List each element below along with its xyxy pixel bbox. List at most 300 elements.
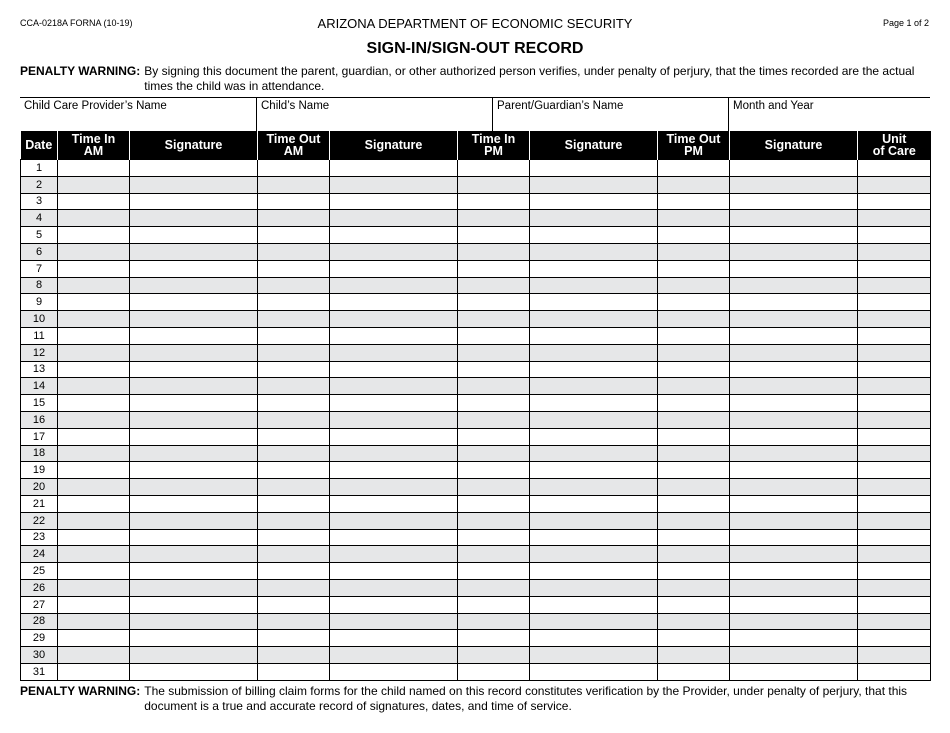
- signature-cell[interactable]: [130, 579, 258, 596]
- time-in-am-cell[interactable]: [58, 613, 130, 630]
- time-out-pm-cell[interactable]: [658, 176, 730, 193]
- unit-of-care-cell[interactable]: [858, 294, 931, 311]
- time-out-am-cell[interactable]: [258, 428, 330, 445]
- signature-cell[interactable]: [530, 411, 658, 428]
- time-in-pm-cell[interactable]: [458, 579, 530, 596]
- date-cell: 28: [21, 613, 58, 630]
- time-in-am-cell[interactable]: [58, 327, 130, 344]
- time-out-pm-cell[interactable]: [658, 428, 730, 445]
- table-row: [21, 512, 931, 529]
- time-in-pm-cell[interactable]: [458, 596, 530, 613]
- signature-cell[interactable]: [730, 579, 858, 596]
- time-in-pm-cell[interactable]: [458, 210, 530, 227]
- time-in-pm-cell[interactable]: [458, 445, 530, 462]
- signature-cell[interactable]: [130, 596, 258, 613]
- time-out-am-cell[interactable]: [258, 529, 330, 546]
- time-out-pm-cell[interactable]: [658, 243, 730, 260]
- signature-cell[interactable]: [330, 344, 458, 361]
- signature-cell[interactable]: [730, 596, 858, 613]
- time-out-am-cell[interactable]: [258, 395, 330, 412]
- time-out-pm-cell[interactable]: [658, 596, 730, 613]
- unit-of-care-cell[interactable]: [858, 311, 931, 328]
- signature-cell[interactable]: [530, 428, 658, 445]
- signature-cell[interactable]: [130, 479, 258, 496]
- time-out-pm-cell[interactable]: [658, 411, 730, 428]
- unit-of-care-cell[interactable]: [858, 596, 931, 613]
- time-in-am-cell[interactable]: [58, 378, 130, 395]
- time-out-am-cell[interactable]: [258, 546, 330, 563]
- signature-cell[interactable]: [130, 462, 258, 479]
- time-out-am-cell[interactable]: [258, 210, 330, 227]
- time-out-pm-cell[interactable]: [658, 277, 730, 294]
- unit-of-care-cell[interactable]: [858, 647, 931, 664]
- unit-of-care-cell[interactable]: [858, 613, 931, 630]
- time-in-am-cell[interactable]: [58, 243, 130, 260]
- time-out-pm-cell[interactable]: [658, 495, 730, 512]
- signature-cell[interactable]: [330, 546, 458, 563]
- signature-cell[interactable]: [730, 563, 858, 580]
- time-in-pm-cell[interactable]: [458, 160, 530, 177]
- signature-cell[interactable]: [330, 311, 458, 328]
- signature-cell[interactable]: [730, 647, 858, 664]
- signature-cell[interactable]: [330, 529, 458, 546]
- signature-cell[interactable]: [730, 176, 858, 193]
- time-out-pm-cell[interactable]: [658, 294, 730, 311]
- signature-cell[interactable]: [530, 294, 658, 311]
- signature-cell[interactable]: [530, 630, 658, 647]
- time-out-am-cell[interactable]: [258, 630, 330, 647]
- date-cell: 10: [21, 311, 58, 328]
- time-in-pm-cell[interactable]: [458, 647, 530, 664]
- signature-cell[interactable]: [330, 495, 458, 512]
- signature-cell[interactable]: [730, 277, 858, 294]
- signature-cell[interactable]: [330, 243, 458, 260]
- time-in-pm-cell[interactable]: [458, 193, 530, 210]
- time-in-am-cell[interactable]: [58, 512, 130, 529]
- signature-cell[interactable]: [530, 260, 658, 277]
- form-code: CCA-0218A FORNA (10-19): [20, 18, 133, 28]
- time-in-pm-cell[interactable]: [458, 613, 530, 630]
- time-in-am-cell[interactable]: [58, 176, 130, 193]
- time-in-am-cell[interactable]: [58, 210, 130, 227]
- signature-cell[interactable]: [730, 479, 858, 496]
- time-out-pm-cell[interactable]: [658, 479, 730, 496]
- time-out-am-cell[interactable]: [258, 160, 330, 177]
- signature-cell[interactable]: [130, 663, 258, 680]
- month-year-field[interactable]: Month and Year: [728, 98, 930, 132]
- signature-cell[interactable]: [130, 411, 258, 428]
- time-out-pm-cell[interactable]: [658, 529, 730, 546]
- signature-cell[interactable]: [730, 495, 858, 512]
- signature-cell[interactable]: [330, 647, 458, 664]
- date-cell: 1: [21, 160, 58, 177]
- time-out-am-cell[interactable]: [258, 663, 330, 680]
- time-in-am-cell[interactable]: [58, 227, 130, 244]
- signature-cell[interactable]: [530, 546, 658, 563]
- time-out-pm-cell[interactable]: [658, 462, 730, 479]
- column-header-unit-of-care: [858, 131, 931, 160]
- time-out-am-cell[interactable]: [258, 227, 330, 244]
- signature-cell[interactable]: [330, 479, 458, 496]
- signature-cell[interactable]: [130, 512, 258, 529]
- unit-of-care-cell[interactable]: [858, 495, 931, 512]
- signature-cell[interactable]: [130, 378, 258, 395]
- time-in-am-cell[interactable]: [58, 563, 130, 580]
- signature-cell[interactable]: [530, 160, 658, 177]
- unit-of-care-cell[interactable]: [858, 193, 931, 210]
- time-in-pm-cell[interactable]: [458, 260, 530, 277]
- signature-cell[interactable]: [530, 277, 658, 294]
- time-in-pm-cell[interactable]: [458, 344, 530, 361]
- signature-cell[interactable]: [530, 344, 658, 361]
- table-row: [21, 176, 931, 193]
- time-out-pm-cell[interactable]: [658, 227, 730, 244]
- signature-cell[interactable]: [530, 512, 658, 529]
- signature-cell[interactable]: [730, 512, 858, 529]
- signature-cell[interactable]: [730, 378, 858, 395]
- time-in-am-cell[interactable]: [58, 462, 130, 479]
- signature-cell[interactable]: [730, 344, 858, 361]
- time-out-pm-cell[interactable]: [658, 445, 730, 462]
- time-out-pm-cell[interactable]: [658, 663, 730, 680]
- unit-of-care-cell[interactable]: [858, 378, 931, 395]
- unit-of-care-cell[interactable]: [858, 327, 931, 344]
- time-out-pm-cell[interactable]: [658, 563, 730, 580]
- time-in-am-cell[interactable]: [58, 277, 130, 294]
- time-in-am-cell[interactable]: [58, 411, 130, 428]
- signature-cell[interactable]: [130, 647, 258, 664]
- signature-cell[interactable]: [530, 596, 658, 613]
- signature-cell[interactable]: [330, 260, 458, 277]
- unit-of-care-cell[interactable]: [858, 479, 931, 496]
- time-out-am-cell[interactable]: [258, 260, 330, 277]
- unit-of-care-cell[interactable]: [858, 361, 931, 378]
- signature-cell[interactable]: [130, 546, 258, 563]
- signature-cell[interactable]: [530, 210, 658, 227]
- signature-cell[interactable]: [130, 613, 258, 630]
- time-out-am-cell[interactable]: [258, 563, 330, 580]
- unit-of-care-cell[interactable]: [858, 344, 931, 361]
- signature-cell[interactable]: [330, 428, 458, 445]
- time-in-pm-cell[interactable]: [458, 512, 530, 529]
- time-in-pm-cell[interactable]: [458, 563, 530, 580]
- column-header-signature: [530, 131, 658, 160]
- time-out-pm-cell[interactable]: [658, 647, 730, 664]
- signature-cell[interactable]: [330, 579, 458, 596]
- signature-cell[interactable]: [130, 210, 258, 227]
- signature-cell[interactable]: [530, 663, 658, 680]
- signature-cell[interactable]: [730, 445, 858, 462]
- time-in-am-cell[interactable]: [58, 579, 130, 596]
- time-out-pm-cell[interactable]: [658, 512, 730, 529]
- signature-cell[interactable]: [130, 428, 258, 445]
- time-out-am-cell[interactable]: [258, 579, 330, 596]
- time-out-pm-cell[interactable]: [658, 395, 730, 412]
- time-out-am-cell[interactable]: [258, 596, 330, 613]
- time-out-am-cell[interactable]: [258, 613, 330, 630]
- signature-cell[interactable]: [330, 445, 458, 462]
- unit-of-care-cell[interactable]: [858, 428, 931, 445]
- signature-cell[interactable]: [530, 529, 658, 546]
- time-in-am-cell[interactable]: [58, 647, 130, 664]
- signature-cell[interactable]: [530, 227, 658, 244]
- signature-cell[interactable]: [330, 160, 458, 177]
- signature-cell[interactable]: [730, 227, 858, 244]
- signature-cell[interactable]: [530, 311, 658, 328]
- time-in-pm-cell[interactable]: [458, 227, 530, 244]
- signature-cell[interactable]: [330, 563, 458, 580]
- signature-cell[interactable]: [530, 243, 658, 260]
- unit-of-care-cell[interactable]: [858, 445, 931, 462]
- signature-cell[interactable]: [130, 630, 258, 647]
- signature-cell[interactable]: [330, 395, 458, 412]
- time-in-pm-cell[interactable]: [458, 630, 530, 647]
- date-cell: 19: [21, 462, 58, 479]
- signature-cell[interactable]: [130, 193, 258, 210]
- signature-cell[interactable]: [130, 361, 258, 378]
- signature-cell[interactable]: [730, 462, 858, 479]
- time-out-pm-cell[interactable]: [658, 361, 730, 378]
- unit-of-care-cell[interactable]: [858, 462, 931, 479]
- time-in-pm-cell[interactable]: [458, 327, 530, 344]
- unit-of-care-cell[interactable]: [858, 563, 931, 580]
- signature-cell[interactable]: [130, 277, 258, 294]
- time-in-pm-cell[interactable]: [458, 428, 530, 445]
- signature-cell[interactable]: [130, 176, 258, 193]
- signature-cell[interactable]: [130, 160, 258, 177]
- signature-cell[interactable]: [730, 193, 858, 210]
- unit-of-care-cell[interactable]: [858, 579, 931, 596]
- signature-cell[interactable]: [330, 294, 458, 311]
- time-out-pm-cell[interactable]: [658, 546, 730, 563]
- signature-cell[interactable]: [330, 630, 458, 647]
- signature-cell[interactable]: [730, 260, 858, 277]
- time-out-pm-cell[interactable]: [658, 630, 730, 647]
- column-header-signature: [130, 131, 258, 160]
- signature-cell[interactable]: [530, 176, 658, 193]
- time-out-am-cell[interactable]: [258, 277, 330, 294]
- signature-cell[interactable]: [730, 327, 858, 344]
- unit-of-care-cell[interactable]: [858, 529, 931, 546]
- signature-cell[interactable]: [730, 428, 858, 445]
- signature-cell[interactable]: [730, 395, 858, 412]
- time-out-am-cell[interactable]: [258, 176, 330, 193]
- unit-of-care-cell[interactable]: [858, 630, 931, 647]
- date-cell: 25: [21, 563, 58, 580]
- penalty-warning-top: [20, 64, 930, 93]
- signature-cell[interactable]: [330, 378, 458, 395]
- time-in-pm-cell[interactable]: [458, 663, 530, 680]
- unit-of-care-cell[interactable]: [858, 210, 931, 227]
- time-out-am-cell[interactable]: [258, 378, 330, 395]
- signature-cell[interactable]: [730, 663, 858, 680]
- signature-cell[interactable]: [130, 529, 258, 546]
- signature-cell[interactable]: [730, 613, 858, 630]
- time-out-am-cell[interactable]: [258, 327, 330, 344]
- time-in-am-cell[interactable]: [58, 294, 130, 311]
- signature-cell[interactable]: [530, 378, 658, 395]
- time-in-pm-cell[interactable]: [458, 378, 530, 395]
- time-in-am-cell[interactable]: [58, 663, 130, 680]
- signature-cell[interactable]: [530, 613, 658, 630]
- time-in-pm-cell[interactable]: [458, 361, 530, 378]
- signature-cell[interactable]: [530, 579, 658, 596]
- time-in-am-cell[interactable]: [58, 445, 130, 462]
- signature-cell[interactable]: [730, 210, 858, 227]
- time-in-am-cell[interactable]: [58, 479, 130, 496]
- unit-of-care-cell[interactable]: [858, 227, 931, 244]
- penalty-warning-label: PENALTY WARNING:: [20, 684, 141, 698]
- signature-cell[interactable]: [130, 563, 258, 580]
- time-in-am-cell[interactable]: [58, 428, 130, 445]
- provider-name-field[interactable]: Child Care Provider’s Name: [24, 100, 167, 112]
- signature-cell[interactable]: [730, 160, 858, 177]
- unit-of-care-cell[interactable]: [858, 411, 931, 428]
- time-out-am-cell[interactable]: [258, 479, 330, 496]
- signature-cell[interactable]: [530, 495, 658, 512]
- time-out-pm-cell[interactable]: [658, 160, 730, 177]
- signature-cell[interactable]: [330, 193, 458, 210]
- time-in-am-cell[interactable]: [58, 546, 130, 563]
- signature-cell[interactable]: [730, 294, 858, 311]
- time-out-am-cell[interactable]: [258, 193, 330, 210]
- signature-cell[interactable]: [330, 411, 458, 428]
- signature-cell[interactable]: [530, 479, 658, 496]
- signature-cell[interactable]: [530, 193, 658, 210]
- signature-cell[interactable]: [530, 361, 658, 378]
- unit-of-care-cell[interactable]: [858, 546, 931, 563]
- unit-of-care-cell[interactable]: [858, 663, 931, 680]
- time-out-pm-cell[interactable]: [658, 327, 730, 344]
- time-in-pm-cell[interactable]: [458, 546, 530, 563]
- time-in-pm-cell[interactable]: [458, 411, 530, 428]
- time-out-am-cell[interactable]: [258, 462, 330, 479]
- date-cell: 12: [21, 344, 58, 361]
- time-in-am-cell[interactable]: [58, 361, 130, 378]
- time-out-pm-cell[interactable]: [658, 311, 730, 328]
- signature-cell[interactable]: [330, 596, 458, 613]
- date-cell: 9: [21, 294, 58, 311]
- signature-cell[interactable]: [730, 546, 858, 563]
- signature-cell[interactable]: [130, 243, 258, 260]
- signature-cell[interactable]: [330, 361, 458, 378]
- signature-cell[interactable]: [330, 663, 458, 680]
- unit-of-care-cell[interactable]: [858, 395, 931, 412]
- time-out-am-cell[interactable]: [258, 512, 330, 529]
- time-in-pm-cell[interactable]: [458, 495, 530, 512]
- time-out-pm-cell[interactable]: [658, 260, 730, 277]
- time-in-am-cell[interactable]: [58, 311, 130, 328]
- time-out-pm-cell[interactable]: [658, 193, 730, 210]
- time-in-pm-cell[interactable]: [458, 311, 530, 328]
- signature-cell[interactable]: [530, 647, 658, 664]
- time-in-am-cell[interactable]: [58, 529, 130, 546]
- signature-cell[interactable]: [730, 411, 858, 428]
- time-in-pm-cell[interactable]: [458, 395, 530, 412]
- signature-cell[interactable]: [530, 327, 658, 344]
- signature-cell[interactable]: [530, 462, 658, 479]
- signature-cell[interactable]: [130, 344, 258, 361]
- time-out-pm-cell[interactable]: [658, 210, 730, 227]
- unit-of-care-cell[interactable]: [858, 512, 931, 529]
- signature-cell[interactable]: [130, 495, 258, 512]
- signature-cell[interactable]: [130, 445, 258, 462]
- time-out-am-cell[interactable]: [258, 445, 330, 462]
- table-row: [21, 344, 931, 361]
- time-in-am-cell[interactable]: [58, 344, 130, 361]
- time-out-am-cell[interactable]: [258, 311, 330, 328]
- time-out-am-cell[interactable]: [258, 344, 330, 361]
- signature-cell[interactable]: [130, 395, 258, 412]
- signature-cell[interactable]: [730, 529, 858, 546]
- signature-cell[interactable]: [330, 277, 458, 294]
- signature-cell[interactable]: [730, 630, 858, 647]
- signature-cell[interactable]: [130, 294, 258, 311]
- unit-of-care-cell[interactable]: [858, 243, 931, 260]
- signature-cell[interactable]: [330, 512, 458, 529]
- time-in-am-cell[interactable]: [58, 630, 130, 647]
- signature-cell[interactable]: [330, 462, 458, 479]
- signature-cell[interactable]: [130, 327, 258, 344]
- time-out-pm-cell[interactable]: [658, 613, 730, 630]
- signature-cell[interactable]: [730, 311, 858, 328]
- time-in-pm-cell[interactable]: [458, 529, 530, 546]
- time-in-pm-cell[interactable]: [458, 243, 530, 260]
- signature-cell[interactable]: [330, 176, 458, 193]
- time-in-pm-cell[interactable]: [458, 462, 530, 479]
- unit-of-care-cell[interactable]: [858, 176, 931, 193]
- time-in-am-cell[interactable]: [58, 495, 130, 512]
- signature-cell[interactable]: [730, 361, 858, 378]
- time-in-pm-cell[interactable]: [458, 294, 530, 311]
- time-in-pm-cell[interactable]: [458, 176, 530, 193]
- time-out-pm-cell[interactable]: [658, 378, 730, 395]
- signature-cell[interactable]: [330, 210, 458, 227]
- table-row: [21, 243, 931, 260]
- time-in-pm-cell[interactable]: [458, 479, 530, 496]
- time-out-am-cell[interactable]: [258, 495, 330, 512]
- signature-cell[interactable]: [330, 227, 458, 244]
- time-out-am-cell[interactable]: [258, 411, 330, 428]
- signature-cell[interactable]: [130, 311, 258, 328]
- time-in-am-cell[interactable]: [58, 193, 130, 210]
- time-in-am-cell[interactable]: [58, 260, 130, 277]
- unit-of-care-cell[interactable]: [858, 277, 931, 294]
- time-out-pm-cell[interactable]: [658, 579, 730, 596]
- signature-cell[interactable]: [330, 613, 458, 630]
- time-in-am-cell[interactable]: [58, 596, 130, 613]
- signature-cell[interactable]: [530, 395, 658, 412]
- signature-cell[interactable]: [130, 227, 258, 244]
- time-in-am-cell[interactable]: [58, 160, 130, 177]
- parent-guardian-name-field[interactable]: Parent/Guardian’s Name: [492, 98, 728, 132]
- time-out-am-cell[interactable]: [258, 294, 330, 311]
- unit-of-care-cell[interactable]: [858, 160, 931, 177]
- time-in-am-cell[interactable]: [58, 395, 130, 412]
- signature-cell[interactable]: [330, 327, 458, 344]
- signature-cell[interactable]: [530, 445, 658, 462]
- signature-cell[interactable]: [730, 243, 858, 260]
- time-out-am-cell[interactable]: [258, 361, 330, 378]
- time-out-am-cell[interactable]: [258, 243, 330, 260]
- time-out-am-cell[interactable]: [258, 647, 330, 664]
- child-name-field[interactable]: Child’s Name: [256, 98, 492, 132]
- unit-of-care-cell[interactable]: [858, 260, 931, 277]
- time-out-pm-cell[interactable]: [658, 344, 730, 361]
- signature-cell[interactable]: [530, 563, 658, 580]
- time-in-pm-cell[interactable]: [458, 277, 530, 294]
- signature-cell[interactable]: [130, 260, 258, 277]
